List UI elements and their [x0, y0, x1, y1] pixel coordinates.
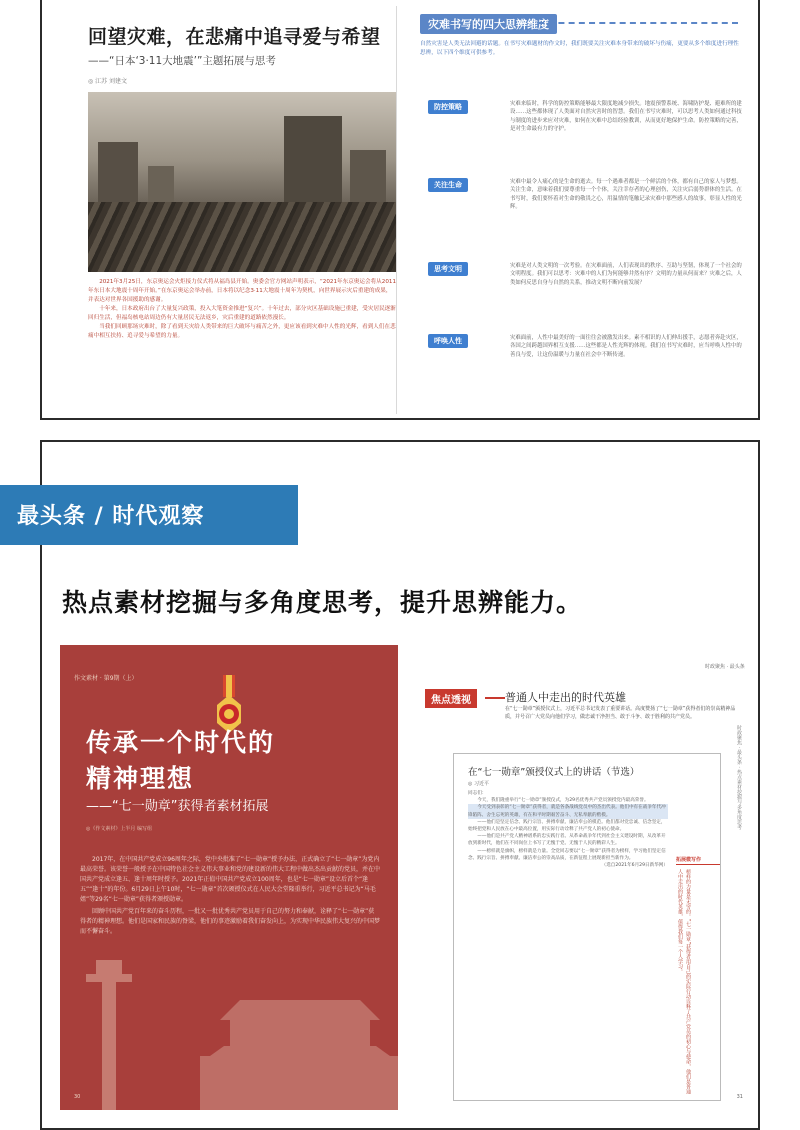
- section-life-text: 灾难中最令人痛心的是生命的逝去。每一个遇难者都是一个鲜活的个体，都有自己的家人与梦想。关注生命，意味着我们要尊重每一个个体，关注幸存者的心理创伤，关注灾后弱势群体的生活。在书写时，我们要怀着对生命的敬畏之心，用温情的笔触记录灾难中那些感人的故事，彰显人性的光辉。: [510, 179, 742, 211]
- cover-paragraph-1: 2017年，在中国共产党成立96周年之际，党中央批准了“七一勋章”授予办法，正式确立了“七一勋章”为党内最高荣誉。该荣誉一般授予在中国特色社会主义伟大事业和党的建设新的伟大工程中做出杰出贡献的党员，并在中国共产党成立逢五、逢十周年时授予。2021年正值中国共产党成立100周年，也是“七一勋章”设立后首个“逢五”“逢十”的年份。6月29日上午10时，“七一勋章”首次颁授仪式在人民大会堂隆重举行，习近平总书记为“马毛姐”等29名“七一勋章”获得者颁授勋章。: [80, 856, 381, 903]
- top-paragraph-2: 十年来，日本政府出台了大量复兴政策，投入大笔资金推进“复兴”。十年过去，部分灾区基础设施已重建，受灾居民逐渐回归生活，但福岛核电站周边仍有大量居民无法返乡，灾后重建的道路依然漫长。: [88, 306, 396, 321]
- section-humanity-text: 灾难面前，人性中最美好的一面往往会被激发出来。素不相识的人们伸出援手，志愿者奔赴灾区，各国之间跨越国界相互支援……这些都是人性光辉的体现。我们在书写灾难时，应当呼唤人性中的善良与爱，让这份温暖与力量在社会中不断传递。: [510, 335, 742, 358]
- top-right-page: [400, 8, 752, 412]
- top-paragraph-1: 2021年3月25日，东京奥运会火炬接力仪式将从福岛县开始。奥委会官方网站声明表示，“2021年东京奥运会将从2011年东日本大地震十周年开始。”在东京奥运会举办前，日本将以纪念3·11大地震十周年为契机，向世界展示灾后重建的成果，并表达对世界各国援助的感谢。: [88, 279, 397, 303]
- dimensions-intro: 自然灾害是人类无法回避的话题。在书写灾难题材的作文时，我们既要关注灾难本身带来的破坏与伤痛，更要从多个维度进行理性思辨，以下四个维度可供参考。: [420, 41, 739, 56]
- cover-page-number: 30: [74, 1094, 81, 1100]
- earthquake-ruins-photo: [88, 92, 396, 272]
- speech-paragraph: 同志们：: [468, 791, 487, 796]
- side-note: [676, 856, 720, 1099]
- vertical-side-strip: 时政聚焦 · 最头条 · 热点素材挖掘与多角度思考: [736, 725, 742, 830]
- tag-civilization: 思考文明: [428, 262, 468, 276]
- promo-headline: 热点素材挖掘与多角度思考，提升思辨能力。: [62, 588, 583, 617]
- cover-issue-label: 作文素材 · 第9期（上）: [74, 675, 138, 682]
- huabiao-pillar-illustration: [82, 950, 136, 1110]
- top-article-body: [88, 278, 396, 341]
- speech-paragraph: ——他们是坚定信念、践行宗旨、拼搏奉献、廉洁奉公的模范。他们都对党忠诚、信念坚定，始终把党和人民放在心中最高位置，用实际行动诠释了共产党人的初心使命。: [468, 819, 666, 833]
- dimensions-section-title: 灾难书写的四大思辨维度: [420, 14, 557, 34]
- tiananmen-illustration: [200, 960, 398, 1110]
- focus-tag-rule: [485, 697, 505, 699]
- speech-source: （选自2021年6月29日新华网）: [601, 863, 668, 869]
- speech-title: 在“七一勋章”颁授仪式上的讲话（节选）: [468, 767, 640, 778]
- section-prevention-text: 灾难来临时，科学的防控策略能够最大限度地减少损失。地震预警系统、海啸防护堤、避难所的建设……这些都体现了人类面对自然灾害时的智慧。我们在书写灾难时，可以思考人类如何通过科技与制度的进步来应对灾难，如何在灾难中总结经验教训，从而更好地保护生命。防控策略的完善，是对生命最有力的守护。: [510, 101, 742, 133]
- tag-humanity: 呼唤人性: [428, 334, 468, 348]
- speech-paragraph: 今天，我们隆重举行“七一勋章”颁授仪式，为29名优秀共产党员颁授党内最高荣誉。: [477, 798, 649, 804]
- speech-paragraph: ——榜样就是旗帜，榜样就是力量。全党同志要以“七一勋章”获得者为榜样，学习他们坚定信念、践行宗旨、拼搏奉献、廉洁奉公的崇高品质，在新征程上展现新担当新作为。: [468, 848, 666, 861]
- side-note-text: 榜样的力量是无穷的。“七一勋章”获得者用自己的实际行动诠释了共产党员的初心与使命，他们是普通人中走出的时代英雄，值得我们每一个人学习。: [677, 869, 691, 1095]
- top-left-page: [52, 8, 397, 412]
- top-paragraph-3: 当我们回顾那场灾难时，除了看到天灾给人类带来的巨大破坏与痛苦之外，更应该看到灾难中人性的光辉，看到人们在悲痛中相互扶持、追寻爱与希望的力量。: [88, 324, 396, 339]
- speech-paragraph-highlighted: 今天受到表彰的“七一勋章”获得者，就是各条战线党员中的杰出代表。他们中有在战争年代冲锋陷阵、舍生忘死的英雄，有在和平时期艰苦奋斗、无私奉献的楷模。: [468, 804, 668, 818]
- running-head: 时政聚焦 · 最头条: [705, 664, 745, 670]
- article-intro: 在“七一勋章”颁授仪式上，习近平总书记发表了重要讲话。高度赞扬了“七一勋章”获得者们的崇高精神品质，并号召广大党员向他们学习，做忠诚干净担当、敢于斗争、敢于胜利的共产党员。: [505, 706, 736, 720]
- section-civilization-text: 灾难是对人类文明的一次考验。在灾难面前，人们表现出的秩序、互助与坚韧，体现了一个社会的文明程度。我们可以思考：灾难中的人们为何能够井然有序？文明的力量从何而来？灾难之后，人类如何反思自身与自然的关系，推动文明不断向前发展？: [510, 263, 742, 286]
- tag-life: 关注生命: [428, 178, 468, 192]
- column-banner: [0, 485, 298, 545]
- focus-tag: 焦点透视: [425, 689, 477, 708]
- article-title: 普通人中走出的时代英雄: [505, 691, 626, 704]
- wave-divider: [538, 22, 738, 30]
- speech-body: [468, 790, 668, 869]
- column-banner-label: 最头条 / 时代观察: [17, 504, 205, 529]
- cover-subtitle: ——“七一勋章”获得者素材拓展: [86, 799, 269, 814]
- speech-excerpt-box: [453, 753, 721, 1101]
- article-page-number: 31: [736, 1094, 743, 1100]
- cover-title-line1: 传承一个时代的: [86, 728, 276, 757]
- top-spread-spine: [396, 6, 397, 414]
- article-page: [405, 645, 753, 1110]
- tag-prevention: 防控策略: [428, 100, 468, 114]
- cover-byline: ◎《作文素材》上半月 编写组: [86, 826, 152, 832]
- cover-body: [80, 855, 380, 939]
- cover-paragraph-2: 回顾中国共产党百年来的奋斗历程，一批又一批优秀共产党员用于自己的努力和奉献，诠释了“七一勋章”获得者的精神理想。他们是国家和民族的脊梁，他们的事迹激励着我们奋发向上，为实现中华民族伟大复兴的中国梦而不懈奋斗。: [80, 908, 381, 935]
- top-article-title: 回望灾难，在悲痛中追寻爱与希望: [88, 26, 381, 48]
- side-note-heading: 拓展微写作: [676, 856, 720, 865]
- cover-page: [60, 645, 398, 1110]
- speech-author: ◎ 习近平: [468, 781, 489, 787]
- top-article-subtitle: ——“日本‘3·11大地震’”主题拓展与思考: [88, 55, 276, 67]
- cover-title-line2: 精神理想: [86, 764, 195, 793]
- top-article-author: ◎ 江苏 刘建文: [88, 78, 128, 85]
- speech-paragraph: ——他们是共产党人精神谱系的忠实践行者。从革命战争年代到社会主义建设时期，从改革开放到新时代，他们在不同岗位上书写了无愧于党、无愧于人民的精彩人生。: [468, 834, 666, 847]
